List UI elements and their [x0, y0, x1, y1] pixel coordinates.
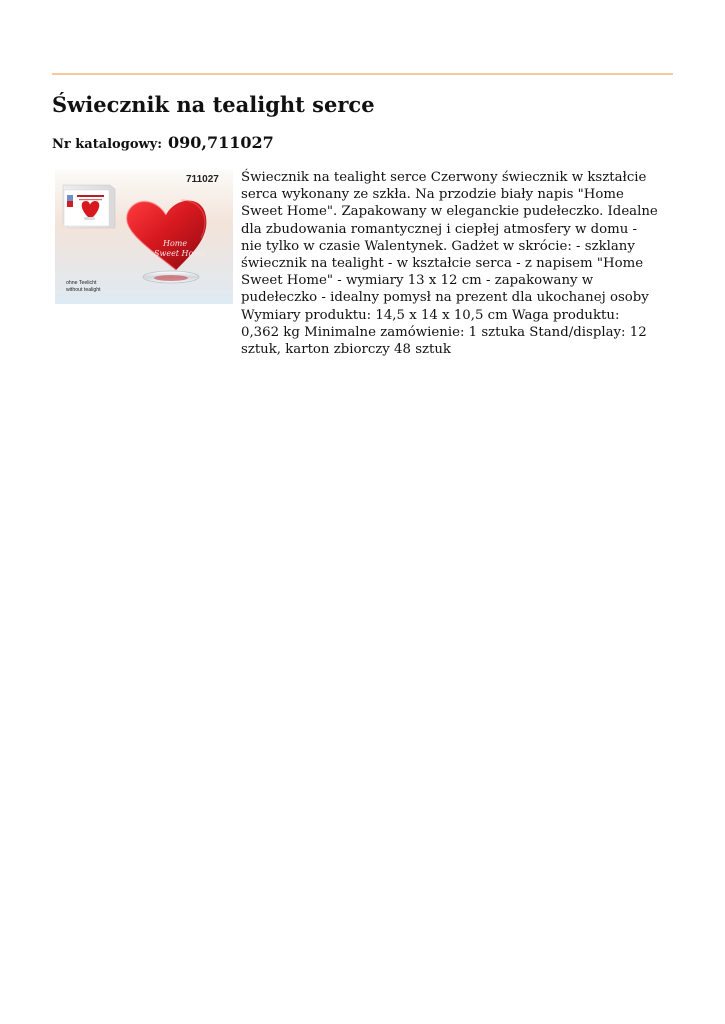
catalog-number-row	[52, 133, 274, 157]
product-image	[55, 170, 233, 304]
catalog-number-value: 090,711027	[168, 133, 274, 152]
product-title: Świecznik na tealight serce	[52, 92, 375, 117]
product-description: Świecznik na tealight serce Czerwony świecznik w kształcie serca wykonany ze szkła. Na przodzie biały napis "Home Sweet Home". Zapakowany w eleganckie pudełeczko. Idealne dla zbudowania romantycznej i ciepłej atmosfery w domu - nie tylko w czasie Walentynek. Gadżet w skrócie: - szklany świecznik na tealight - w kształcie serca - z napisem "Home Sweet Home" - wymiary 13 x 12 cm - zapakowany w pudełeczko - idealny pomysł na prezent dla ukochanej osoby Wymiary produktu: 14,5 x 14 x 10,5 cm Waga produktu: 0,362 kg Minimalne zamówienie: 1 sztuka Stand/display: 12 sztuk, karton zbiorczy 48 sztuk	[241, 170, 658, 358]
heart-sweet-home-text: Sweet Home	[154, 249, 206, 258]
image-note-line-1: ohne Teelicht	[66, 280, 97, 286]
top-divider	[52, 73, 673, 75]
image-code-text: 711027	[186, 174, 219, 185]
image-note-line-2: without tealight	[66, 287, 101, 293]
heart-candle-holder-image	[55, 170, 233, 304]
gift-box	[63, 185, 115, 228]
heart-home-text: Home	[163, 239, 188, 248]
catalog-number-label: Nr katalogowy:	[52, 137, 163, 152]
